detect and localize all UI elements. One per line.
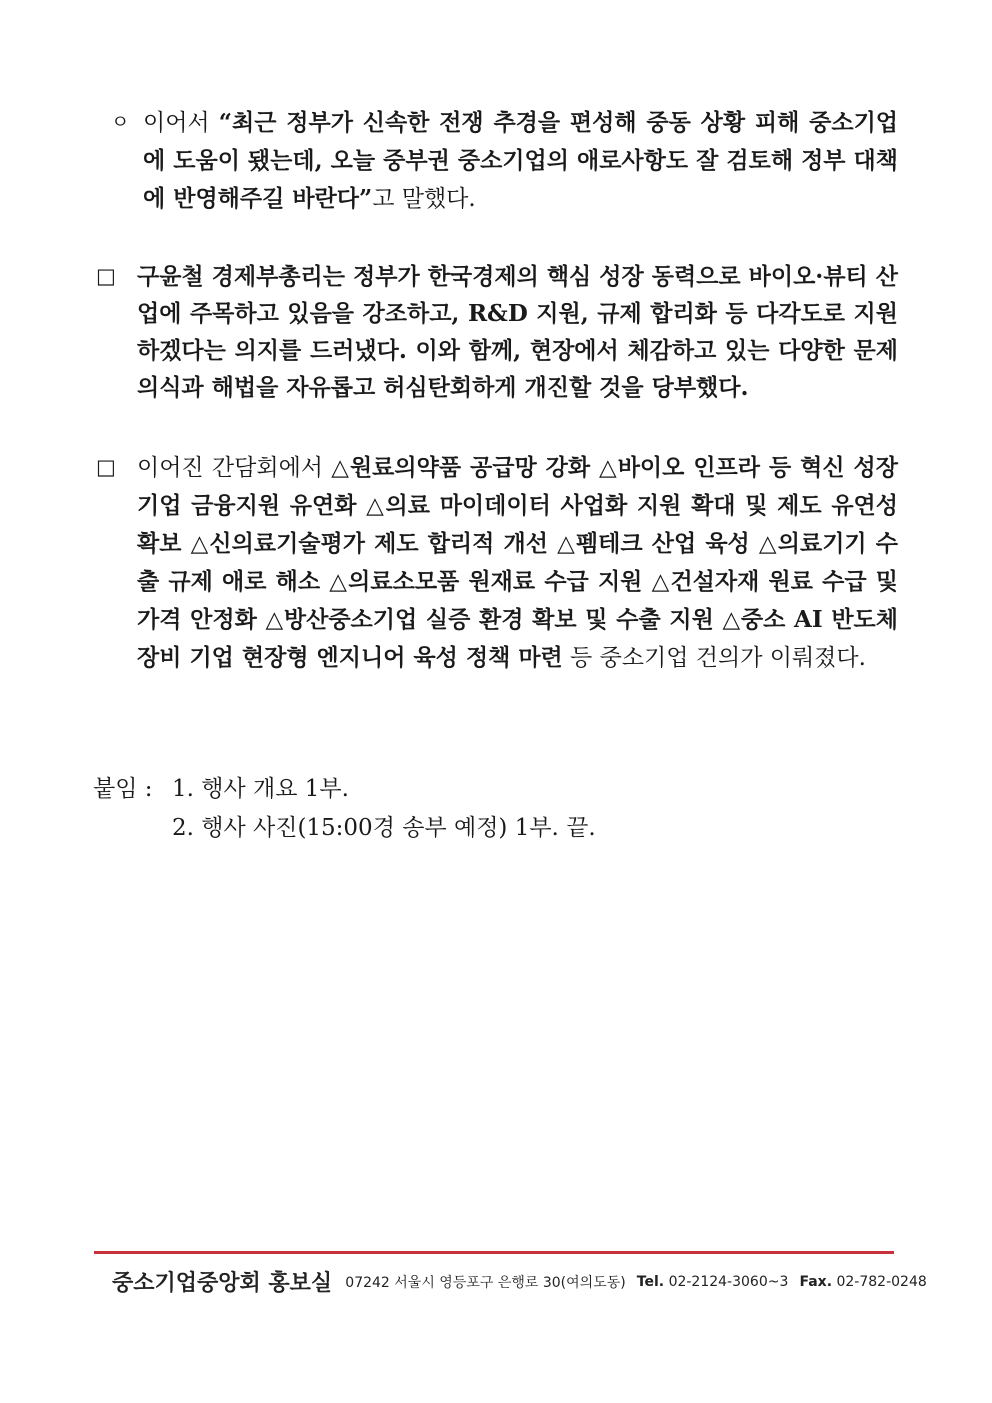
- paragraph-proposals-intro: 이어진 간담회에서: [137, 455, 332, 481]
- paragraph-quote-tail: 고 말했다.: [372, 186, 476, 212]
- footer-fax: [799, 1274, 926, 1290]
- paragraph-proposals-tail: 등 중소기업 건의가 이뤄졌다.: [562, 645, 866, 671]
- quote-text: “최근 정부가 신속한 전쟁 추경을 편성해 중동 상황 피해 중소기업에 도움이 됐는데, 오늘 중부권 중소기업의 애로사항도 잘 검토해 정부 대책에 반영해주길 바란다”: [143, 109, 899, 212]
- footer-phone-number: 02-2124-3060~3: [668, 1273, 789, 1290]
- footer-fax-number: 02-782-0248: [836, 1273, 927, 1290]
- attachment-item-1: 1. 행사 개요 1부.: [172, 776, 349, 802]
- paragraph-proposals: [137, 449, 898, 677]
- square-bullet: □: [96, 264, 116, 288]
- footer: [112, 1266, 927, 1297]
- square-bullet: □: [96, 455, 116, 479]
- footer-fax-label: Fax.: [799, 1273, 833, 1290]
- attachment-label: 붙임 :: [93, 776, 153, 802]
- paragraph-quote: [143, 104, 898, 218]
- footer-divider: [94, 1251, 894, 1254]
- paragraph-minister: 구윤철 경제부총리는 정부가 한국경제의 핵심 성장 동력으로 바이오·뷰티 산업에 주목하고 있음을 강조하고, R&D 지원, 규제 합리화 등 다각도로 지원하겠다는 의지를 드러냈다. 이와 함께, 현장에서 체감하고 있는 다양한 문제의식과 해법을 자유롭고 허심탄회하게 개진할 것을 당부했다.: [137, 263, 898, 401]
- footer-phone: [637, 1274, 789, 1290]
- circle-bullet: ㅇ: [111, 111, 130, 133]
- footer-organization: 중소기업중앙회 홍보실: [112, 1271, 333, 1296]
- proposal-items: △원료의약품 공급망 강화 △바이오 인프라 등 혁신 성장기업 금융지원 유연화 △의료 마이데이터 사업화 지원 확대 및 제도 유연성 확보 △신의료기술평가 제도 합리적 개선 △펨테크 산업 육성 △의료기기 수출 규제 애로 해소 △의료소모품 원재료 수급 지원 △건설자재 원료 수급 및 가격 안정화 △방산중소기업 실증 환경 확보 및 수출 지원 △중소 AI 반도체 장비 기업 현장형 엔지니어 육성 정책 마련: [137, 454, 898, 671]
- footer-phone-label: Tel.: [636, 1273, 665, 1290]
- paragraph-quote-intro: 이어서: [143, 110, 219, 136]
- footer-address: 07242 서울시 영등포구 은행로 30(여의도동): [345, 1274, 626, 1291]
- attachment-item-2: 2. 행사 사진(15:00경 송부 예정) 1부. 끝.: [172, 815, 596, 841]
